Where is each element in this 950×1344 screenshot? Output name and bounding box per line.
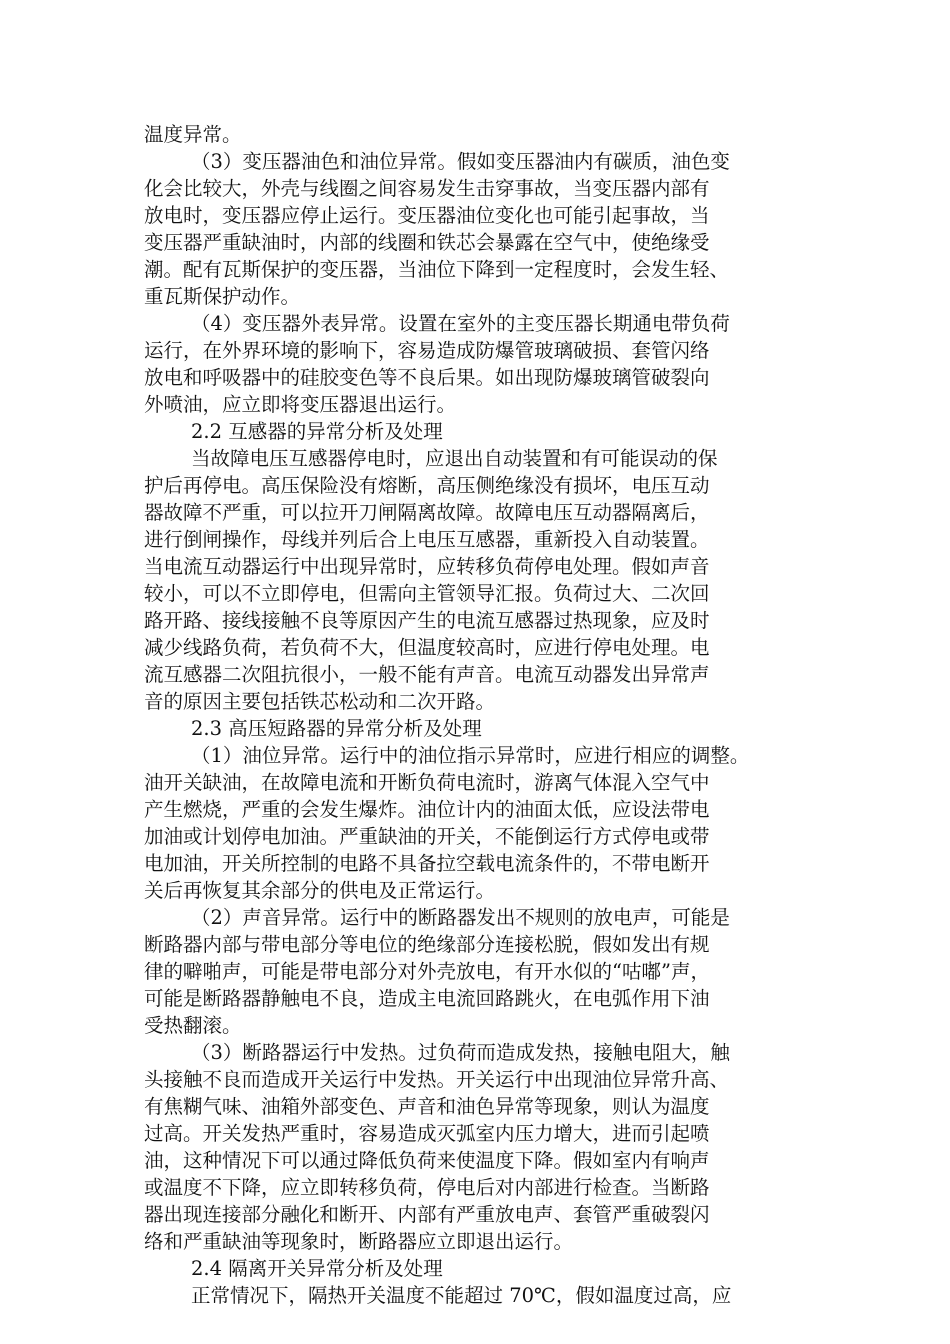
text-line: 头接触不良而造成开关运行中发热。开关运行中出现油位异常升高、	[144, 1068, 730, 1091]
text-line: 当故障电压互感器停电时，应退出自动装置和有可能误动的保	[191, 447, 718, 470]
text-line: 络和严重缺油等现象时，断路器应立即退出运行。	[144, 1230, 574, 1253]
text-line: 加油或计划停电加油。严重缺油的开关，不能倒运行方式停电或带	[144, 825, 710, 848]
text-line: （2）声音异常。运行中的断路器发出不规则的放电声，可能是	[191, 906, 730, 929]
text-line: 过高。开关发热严重时，容易造成灭弧室内压力增大，进而引起喷	[144, 1122, 710, 1145]
text-line: 运行，在外界环境的影响下，容易造成防爆管玻璃破损、套管闪络	[144, 339, 710, 362]
text-line: （3）变压器油色和油位异常。假如变压器油内有碳质，油色变	[191, 150, 730, 173]
text-line: 器出现连接部分融化和断开、内部有严重放电声、套管严重破裂闪	[144, 1203, 710, 1226]
text-line: 音的原因主要包括铁芯松动和二次开路。	[144, 690, 496, 713]
text-line: 重瓦斯保护动作。	[144, 285, 301, 308]
text-line: 正常情况下，隔热开关温度不能超过 70℃，假如温度过高，应	[191, 1284, 732, 1307]
text-line: 2.4 隔离开关异常分析及处理	[191, 1257, 443, 1280]
text-line: 放电时，变压器应停止运行。变压器油位变化也可能引起事故，当	[144, 204, 710, 227]
text-line: 2.3 高压短路器的异常分析及处理	[191, 717, 482, 740]
text-line: 较小，可以不立即停电，但需向主管领导汇报。负荷过大、二次回	[144, 582, 710, 605]
text-line: 有焦糊气味、油箱外部变色、声音和油色异常等现象，则认为温度	[144, 1095, 710, 1118]
text-line: 潮。配有瓦斯保护的变压器，当油位下降到一定程度时，会发生轻、	[144, 258, 730, 281]
text-line: 外喷油，应立即将变压器退出运行。	[144, 393, 457, 416]
text-line: （3）断路器运行中发热。过负荷而造成发热，接触电阻大，触	[191, 1041, 730, 1064]
text-line: 变压器严重缺油时，内部的线圈和铁芯会暴露在空气中，使绝缘受	[144, 231, 710, 254]
body-text	[144, 121, 834, 1309]
text-line: 流互感器二次阻抗很小，一般不能有声音。电流互动器发出异常声	[144, 663, 710, 686]
text-line: 或温度不下降，应立即转移负荷，停电后对内部进行检查。当断路	[144, 1176, 710, 1199]
text-line: 可能是断路器静触电不良，造成主电流回路跳火，在电弧作用下油	[144, 987, 710, 1010]
text-line: 当电流互动器运行中出现异常时，应转移负荷停电处理。假如声音	[144, 555, 710, 578]
text-line: （1）油位异常。运行中的油位指示异常时，应进行相应的调整。	[191, 744, 750, 767]
text-line: 油，这种情况下可以通过降低负荷来使温度下降。假如室内有响声	[144, 1149, 710, 1172]
text-line: 电加油，开关所控制的电路不具备拉空载电流条件的，不带电断开	[144, 852, 710, 875]
text-line: 进行倒闸操作，母线并列后合上电压互感器，重新投入自动装置。	[144, 528, 710, 551]
text-line: 放电和呼吸器中的硅胶变色等不良后果。如出现防爆玻璃管破裂向	[144, 366, 710, 389]
text-line: 温度异常。	[144, 123, 242, 146]
text-line: 断路器内部与带电部分等电位的绝缘部分连接松脱，假如发出有规	[144, 933, 710, 956]
text-line: 受热翻滚。	[144, 1014, 242, 1037]
text-line: 减少线路负荷，若负荷不大，但温度较高时，应进行停电处理。电	[144, 636, 710, 659]
text-line: 2.2 互感器的异常分析及处理	[191, 420, 443, 443]
text-line: 护后再停电。高压保险没有熔断，高压侧绝缘没有损坏，电压互动	[144, 474, 710, 497]
text-line: （4）变压器外表异常。设置在室外的主变压器长期通电带负荷	[191, 312, 730, 335]
text-line: 关后再恢复其余部分的供电及正常运行。	[144, 879, 496, 902]
text-line: 律的噼啪声，可能是带电部分对外壳放电，有开水似的“咕嘟”声，	[144, 960, 710, 983]
text-line: 油开关缺油，在故障电流和开断负荷电流时，游离气体混入空气中	[144, 771, 710, 794]
text-line: 路开路、接线接触不良等原因产生的电流互感器过热现象，应及时	[144, 609, 710, 632]
text-line: 化会比较大，外壳与线圈之间容易发生击穿事故，当变压器内部有	[144, 177, 710, 200]
text-line: 产生燃烧，严重的会发生爆炸。油位计内的油面太低，应设法带电	[144, 798, 710, 821]
text-line: 器故障不严重，可以拉开刀闸隔离故障。故障电压互动器隔离后，	[144, 501, 710, 524]
